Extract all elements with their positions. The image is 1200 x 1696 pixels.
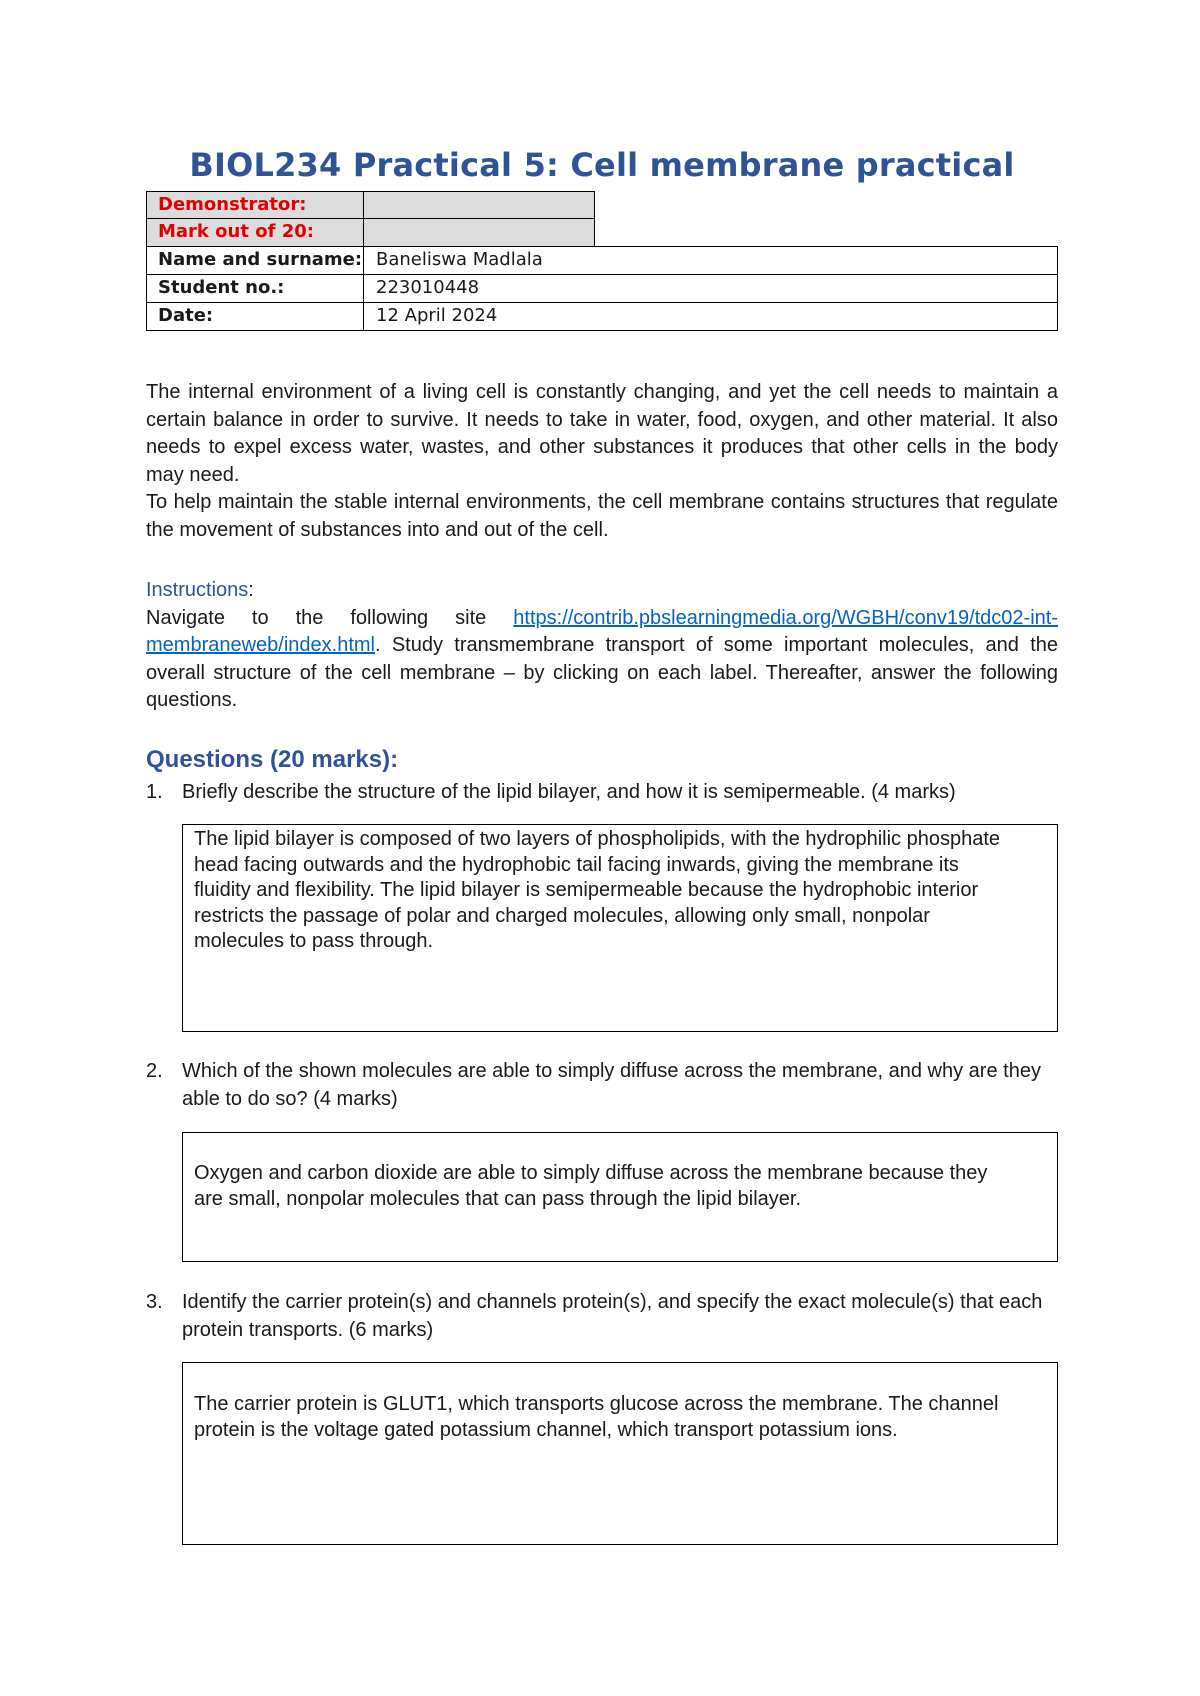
question-3	[146, 1289, 1058, 1344]
intro-section	[146, 379, 1058, 544]
name-label: Name and surname:	[146, 246, 364, 275]
instructions-colon: :	[248, 579, 254, 601]
intro-paragraph-1: The internal environment of a living cell is constantly changing, and yet the cell needs to maintain a certain balance in order to survive. It needs to take in water, food, oxygen, and other material. It also needs to expel excess water, wastes, and other substances it produces that other cells in the body may need.	[146, 381, 1058, 486]
intro-paragraph-2: To help maintain the stable internal environments, the cell membrane contains structures that regulate the movement of substances into and out of the cell.	[146, 491, 1058, 541]
date-label: Date:	[146, 302, 364, 331]
instructions-section	[146, 577, 1058, 715]
demonstrator-value	[363, 191, 595, 219]
name-value: Baneliswa Madlala	[363, 246, 1058, 275]
mark-value	[363, 218, 595, 247]
instructions-heading: Instructions	[146, 579, 249, 601]
questions-heading: Questions (20 marks):	[146, 746, 399, 773]
answer-box-3[interactable]: The carrier protein is GLUT1, which transports glucose across the membrane. The channel protein is the voltage gated potassium channel, which transport potassium ions.	[182, 1362, 1058, 1545]
question-2	[146, 1058, 1058, 1113]
answer-box-2[interactable]: Oxygen and carbon dioxide are able to simply diffuse across the membrane because they are small, nonpolar molecules that can pass through the lipid bilayer.	[182, 1132, 1058, 1262]
question-number: 2.	[146, 1060, 163, 1082]
student-value: 223010448	[363, 274, 1058, 303]
question-text: Briefly describe the structure of the lipid bilayer, and how it is semipermeable. (4 marks)	[182, 781, 956, 803]
question-number: 1.	[146, 781, 163, 803]
demonstrator-label: Demonstrator:	[146, 191, 364, 219]
instructions-before-link: Navigate to the following site	[146, 606, 514, 629]
page-title: BIOL234 Practical 5: Cell membrane practical	[189, 146, 1015, 184]
answer-box-1[interactable]: The lipid bilayer is composed of two layers of phospholipids, with the hydrophilic phosphate head facing outwards and the hydrophobic tail facing inwards, giving the membrane its fluidity and flexibility. The lipid bilayer is semipermeable because the hydrophobic interior restricts the passage of polar and charged molecules, allowing only small, nonpolar molecules to pass through.	[182, 824, 1058, 1032]
question-text: Identify the carrier protein(s) and channels protein(s), and specify the exact molecule(s) that each protein transports. (6 marks)	[182, 1291, 1043, 1341]
question-1	[146, 779, 1058, 807]
mark-label: Mark out of 20:	[146, 218, 364, 247]
instructions-after-link: . Study transmembrane transport of some important molecules, and the overall structure of the cell membrane – by clicking on each label. Thereafter, answer the following questions.	[146, 634, 1058, 711]
student-label: Student no.:	[146, 274, 364, 303]
question-number: 3.	[146, 1291, 163, 1313]
question-text: Which of the shown molecules are able to simply diffuse across the membrane, and why are they able to do so? (4 marks)	[182, 1060, 1041, 1110]
date-value: 12 April 2024	[363, 302, 1058, 331]
membrane-site-link[interactable]: https://contrib.pbslearningmedia.org/WGBH/conv19/tdc02-int-membraneweb/index.html	[146, 606, 1058, 656]
